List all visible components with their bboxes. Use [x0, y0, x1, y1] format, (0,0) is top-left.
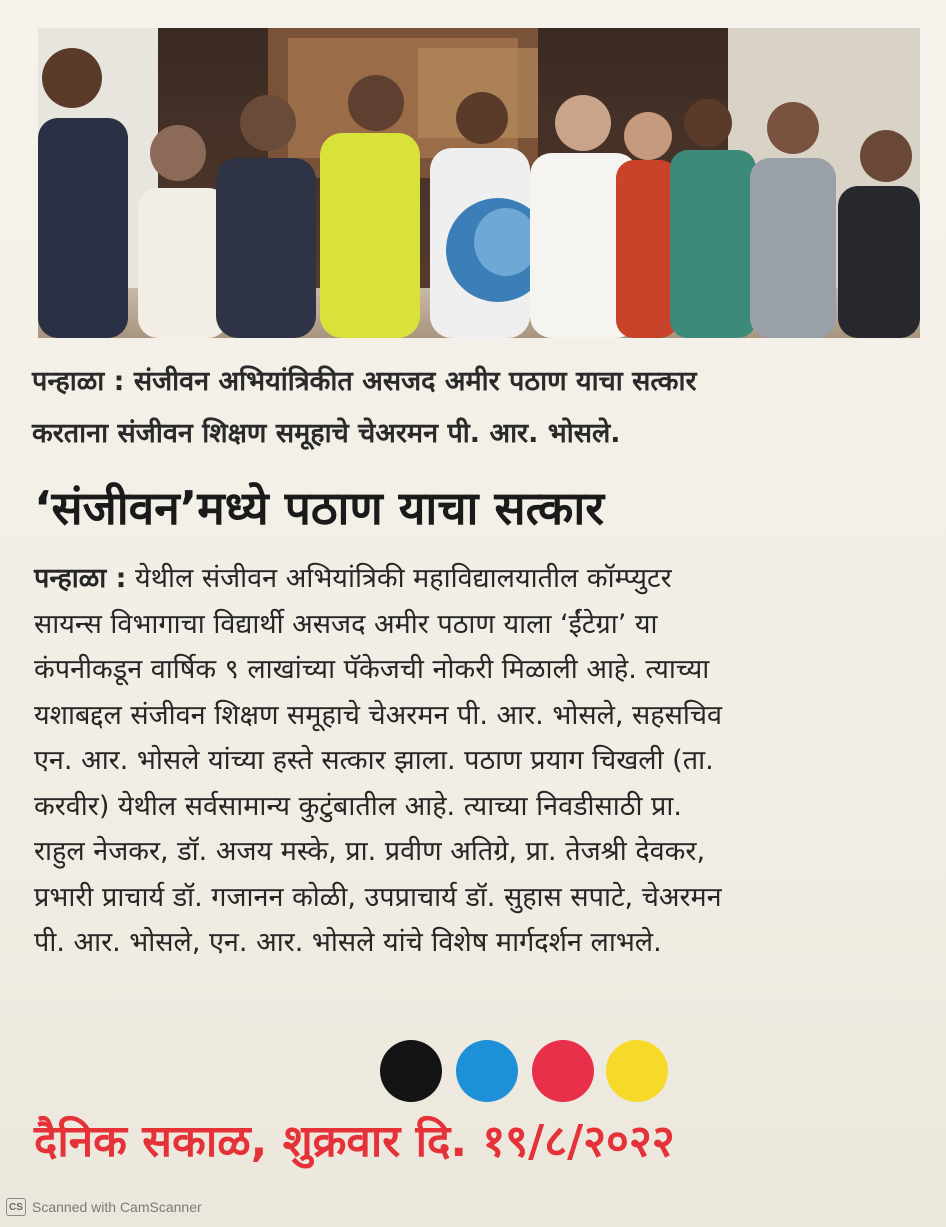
black-dot-mark [380, 1040, 442, 1102]
color-registration-marks [380, 1040, 670, 1104]
article-headline: ‘संजीवन’मध्ये पठाण याचा सत्कार [34, 481, 605, 535]
body-line [34, 556, 914, 602]
camscanner-logo-icon: CS [6, 1198, 26, 1216]
caption-line: पन्हाळा : संजीवन अभियांत्रिकीत असजद अमीर पठाण याचा सत्कार [32, 366, 697, 397]
body-line: सायन्स विभागाचा विद्यार्थी असजद अमीर पठाण याला ‘ईंटेग्रा’ या [34, 608, 658, 640]
yellow-dot-mark [606, 1040, 668, 1102]
body-line: करवीर) येथील सर्वसामान्य कुटुंबातील आहे. त्याच्या निवडीसाठी प्रा. [34, 790, 682, 822]
dateline: पन्हाळा : [34, 563, 127, 594]
newspaper-source-date: दैनिक सकाळ, शुक्रवार दि. १९/८/२०२२ [34, 1116, 675, 1167]
photo-caption [32, 356, 922, 460]
body-line: एन. आर. भोसले यांच्या हस्ते सत्कार झाला. पठाण प्रयाग चिखली (ता. [34, 745, 714, 776]
scanner-watermark [6, 1195, 202, 1219]
article-body [34, 556, 914, 966]
cyan-dot-mark [456, 1040, 518, 1102]
body-text-segment: येथील संजीवन अभियांत्रिकी महाविद्यालयातील कॉम्प्युटर [135, 563, 672, 594]
body-line: पी. आर. भोसले, एन. आर. भोसले यांचे विशेष मार्गदर्शन लाभले. [34, 927, 662, 958]
caption-line: करताना संजीवन शिक्षण समूहाचे चेअरमन पी. आर. भोसले. [32, 418, 621, 449]
body-line: प्रभारी प्राचार्य डॉ. गजानन कोळी, उपप्राचार्य डॉ. सुहास सपाटे, चेअरमन [34, 881, 722, 913]
scanner-text: Scanned with CamScanner [32, 1199, 202, 1215]
news-photo [38, 28, 920, 338]
body-line: कंपनीकडून वार्षिक ९ लाखांच्या पॅकेजची नोकरी मिळाली आहे. त्याच्या [34, 654, 710, 685]
body-line: राहुल नेजकर, डॉ. अजय मस्के, प्रा. प्रवीण अतिग्रे, प्रा. तेजश्री देवकर, [34, 836, 706, 867]
magenta-dot-mark [532, 1040, 594, 1102]
body-line: यशाबद्दल संजीवन शिक्षण समूहाचे चेअरमन पी. आर. भोसले, सहसचिव [34, 699, 723, 731]
felicitation-photo [38, 28, 920, 338]
